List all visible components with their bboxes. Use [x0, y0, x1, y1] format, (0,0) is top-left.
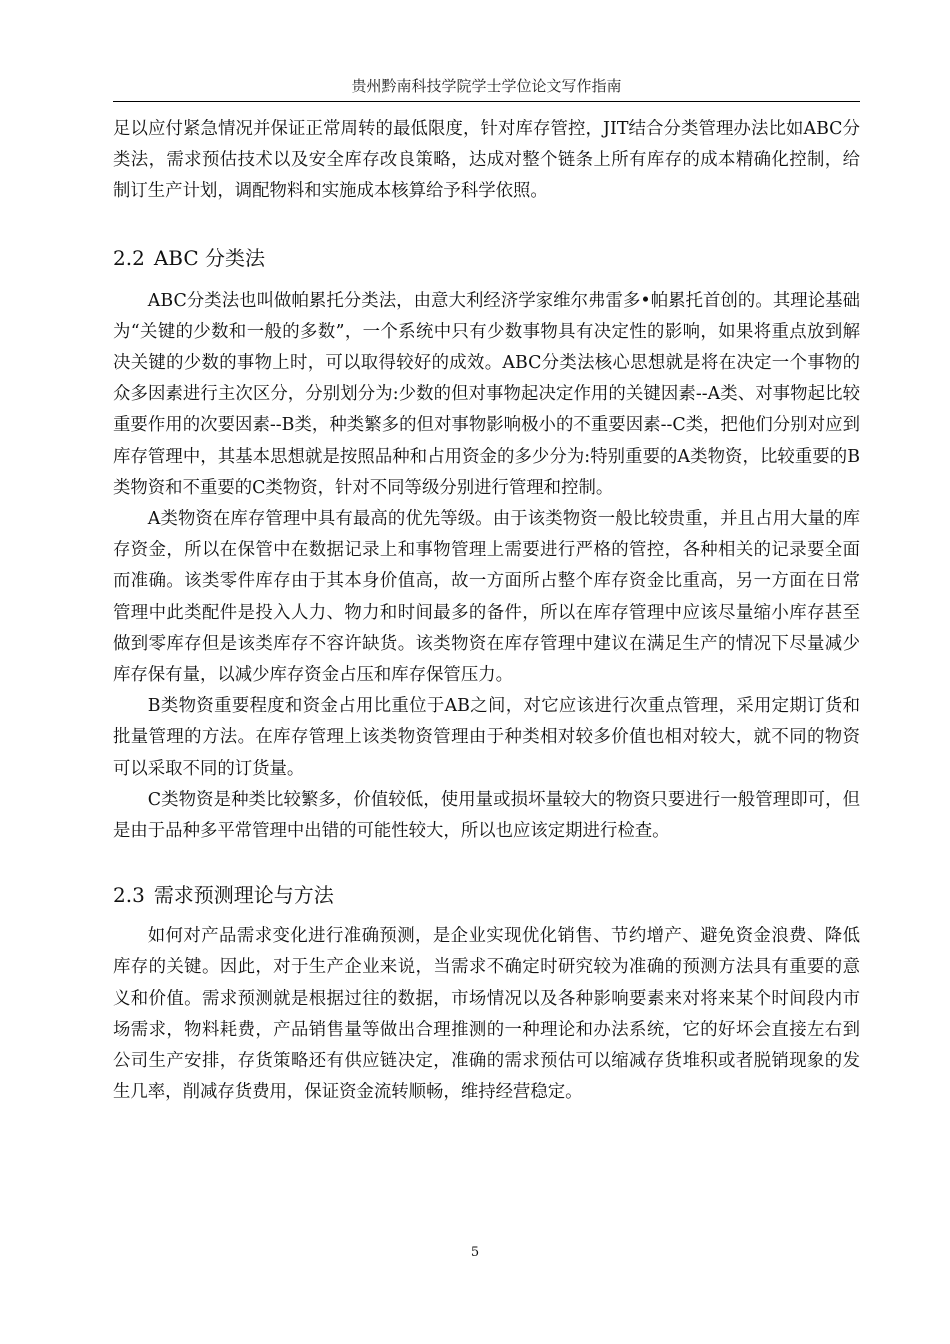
- section-heading-2-3: [113, 881, 860, 909]
- paragraph-class-b: B类物资重要程度和资金占用比重位于AB之间，对它应该进行次重点管理，采用定期订货和批量管理的方法。在库存管理上该类物资管理由于种类相对较多价值也相对较大，就不同的物资可以采取不同的订货量。: [113, 696, 860, 779]
- page-number: 5: [470, 1245, 480, 1260]
- header-divider: [113, 101, 860, 102]
- section-title: 需求预测理论与方法: [153, 883, 334, 908]
- section-title: ABC 分类法: [153, 245, 265, 270]
- paragraph-abc-intro: ABC分类法也叫做帕累托分类法，由意大利经济学家维尔弗雷多•帕累托首创的。其理论基础为“关键的少数和一般的多数”，一个系统中只有少数事物具有决定性的影响，如果将重点放到解决关键的少数的事物上时，可以取得较好的成效。ABC分类法核心思想就是将在决定一个事物的众多因素进行主次区分，分别划分为:少数的但对事物起决定作用的关键因素--A类、对事物起比较重要作用的次要因素--B类，种类繁多的但对事物影响极小的不重要因素--C类，把他们分别对应到库存管理中，其基本思想就是按照品种和占用资金的多少分为:特别重要的A类物资，比较重要的B类物资和不重要的C类物资，针对不同等级分别进行管理和控制。: [113, 290, 860, 498]
- paragraph-class-c: C类物资是种类比较繁多，价值较低，使用量或损坏量较大的物资只要进行一般管理即可，但是由于品种多平常管理中出错的可能性较大，所以也应该定期进行检查。: [113, 789, 860, 842]
- section-heading-2-2: [113, 244, 860, 272]
- section-number: 2.2: [113, 245, 145, 270]
- paragraph-continuation: 足以应付紧急情况并保证正常周转的最低限度，针对库存管控，JIT结合分类管理办法比如ABC分类法，需求预估技术以及安全库存改良策略，达成对整个链条上所有库存的成本精确化控制，给制订生产计划，调配物料和实施成本核算给予科学依照。: [113, 119, 860, 202]
- paragraph-class-a: A类物资在库存管理中具有最高的优先等级。由于该类物资一般比较贵重，并且占用大量的库存资金，所以在保管中在数据记录上和事物管理上需要进行严格的管控，各种相关的记录要全面而准确。该类零件库存由于其本身价值高，故一方面所占整个库存资金比重高，另一方面在日常管理中此类配件是投入人力、物力和时间最多的备件，所以在库存管理中应该尽量缩小库存甚至做到零库存但是该类库存不容许缺货。该类物资在库存管理中建议在满足生产的情况下尽量减少库存保有量，以减少库存资金占压和库存保管压力。: [113, 509, 860, 686]
- document-body: [113, 114, 860, 1108]
- paragraph-demand-forecast: 如何对产品需求变化进行准确预测，是企业实现优化销售、节约增产、避免资金浪费、降低库存的关键。因此，对于生产企业来说，当需求不确定时研究较为准确的预测方法具有重要的意义和价值。需求预测就是根据过往的数据，市场情况以及各种影响要素来对将来某个时间段内市场需求，物料耗费，产品销售量等做出合理推测的一种理论和办法系统，它的好坏会直接左右到公司生产安排，存货策略还有供应链决定，准确的需求预估可以缩减存货堆积或者脱销现象的发生几率，削减存货费用，保证资金流转顺畅，维持经营稳定。: [113, 926, 860, 1103]
- section-number: 2.3: [113, 883, 145, 908]
- page-header: 贵州黔南科技学院学士学位论文写作指南: [351, 77, 622, 95]
